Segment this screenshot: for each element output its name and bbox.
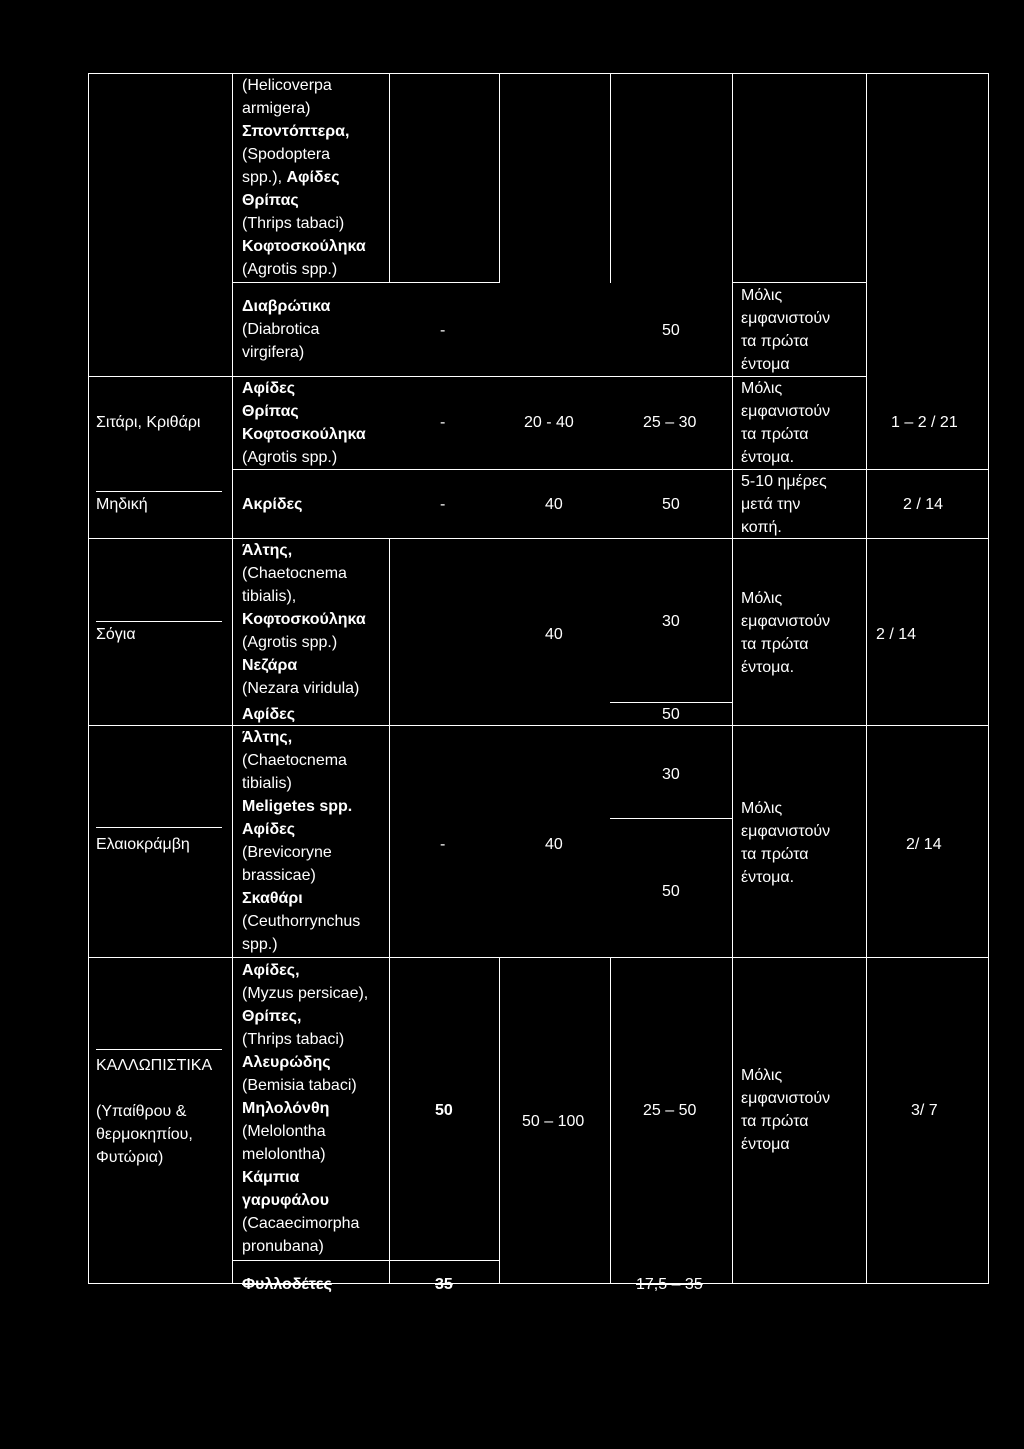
timing-line: έντομα. (741, 869, 795, 886)
cell-value: 25 – 50 (643, 1102, 697, 1119)
timing-line: εμφανιστούν (741, 613, 831, 630)
cell-value: - (440, 836, 446, 853)
pest-line: tibialis) (242, 775, 292, 792)
cell-value: 20 - 40 (524, 414, 574, 431)
pest-line: Κοφτοσκούληκα (242, 238, 366, 255)
timing-line: έντομα (741, 1136, 790, 1153)
pest-line: (Diabrotica (242, 321, 320, 338)
interval-value: 2 / 14 (903, 496, 944, 513)
timing-line: εμφανιστούν (741, 310, 831, 327)
timing-line: Μόλις (741, 287, 783, 304)
cell-value: 50 (662, 322, 680, 339)
rule (499, 73, 500, 283)
rule (232, 282, 499, 283)
rule (732, 725, 733, 958)
pest-line: Διαβρώτικα (242, 298, 331, 315)
pest-list (242, 74, 366, 281)
rule (866, 73, 867, 538)
interval-value: 1 – 2 / 21 (891, 414, 958, 431)
timing-text (741, 284, 830, 376)
pest-line: Αφίδες (242, 821, 296, 838)
cell-value: - (440, 322, 446, 339)
pest-line: Κάμπια (242, 1169, 300, 1186)
timing-text (741, 587, 830, 679)
timing-text (741, 470, 827, 539)
pest-line: (Chaetocnema (242, 752, 347, 769)
pest-line: Ακρίδες (242, 496, 303, 513)
rule (88, 725, 988, 726)
pest-line: (Myzus persicae), (242, 985, 369, 1002)
pest-line: Αφίδες (242, 706, 296, 723)
crop-name: Ελαιοκράμβη (96, 836, 190, 853)
rule (96, 1049, 222, 1050)
pest-line: Meligetes spp. (242, 798, 353, 815)
interval-value: 3/ 7 (911, 1102, 938, 1119)
pest-line: Θρίπες, (242, 1008, 302, 1025)
rule (732, 957, 733, 1284)
interval-value: 2/ 14 (906, 836, 942, 853)
timing-line: έντομα (741, 356, 790, 373)
timing-line: Μόλις (741, 800, 783, 817)
rule (232, 469, 988, 470)
rule (499, 957, 500, 1284)
pest-line: Άλτης, (242, 729, 293, 746)
pest-line: (Helicoverpa (242, 77, 332, 94)
crop-line: ΚΑΛΛΩΠΙΣΤΙΚΑ (96, 1057, 213, 1074)
cell-value: 50 – 100 (522, 1113, 585, 1130)
timing-line: έντομα. (741, 449, 795, 466)
timing-line: τα πρώτα (741, 636, 809, 653)
rule (232, 73, 233, 1284)
pest-line: Φυλλοδέτες (242, 1276, 332, 1293)
pest-line: pronubana) (242, 1238, 324, 1255)
cell-value: 50 (662, 496, 680, 513)
timing-line: εμφανιστούν (741, 403, 831, 420)
rule (88, 73, 89, 1284)
pest-list (242, 959, 368, 1258)
interval-value: 2 / 14 (876, 626, 917, 643)
timing-text (741, 377, 830, 469)
rule (610, 818, 732, 819)
rule (866, 957, 867, 1284)
pest-line: spp.) (242, 936, 278, 953)
cell-value: - (440, 414, 446, 431)
table-bottom-border (88, 1283, 988, 1284)
pest-line: (Agrotis spp.) (242, 634, 338, 651)
rule (610, 957, 611, 1284)
crop-name: Μηδική (96, 496, 148, 513)
cell-value: 40 (545, 626, 563, 643)
pest-line-part: Αφίδες (286, 169, 340, 186)
pest-line: virgifera) (242, 344, 305, 361)
rule (866, 538, 867, 725)
timing-line: τα πρώτα (741, 846, 809, 863)
crop-name (96, 1054, 212, 1169)
pest-line: (Agrotis spp.) (242, 449, 338, 466)
pest-line: melolontha) (242, 1146, 326, 1163)
pest-line: Σποντόπτερα, (242, 123, 350, 140)
rule (96, 491, 222, 492)
timing-line: Μόλις (741, 380, 783, 397)
pest-line: Θρίπας (242, 403, 299, 420)
cell-value: 50 (662, 883, 680, 900)
pest-line (242, 166, 366, 189)
timing-line: εμφανιστούν (741, 823, 831, 840)
pest-line: (Cacaecimorpha (242, 1215, 360, 1232)
cell-value: 40 (545, 496, 563, 513)
cell-value: 50 (435, 1102, 453, 1119)
pest-line: brassicae) (242, 867, 316, 884)
pest-line: Μηλολόνθη (242, 1100, 330, 1117)
pest-line: (Nezara viridula) (242, 680, 360, 697)
pest-line: (Agrotis spp.) (242, 261, 338, 278)
pest-line: (Chaetocnema (242, 565, 347, 582)
crop-line: (Υπαίθρου & (96, 1103, 187, 1120)
pest-line: (Thrips tabaci) (242, 1031, 345, 1048)
rule (389, 538, 390, 958)
cell-value: 30 (662, 766, 680, 783)
cell-value: 25 – 30 (643, 414, 697, 431)
rule (88, 538, 988, 539)
timing-line: μετά την (741, 496, 801, 513)
rule (232, 1260, 499, 1261)
rule (88, 376, 232, 377)
timing-text (741, 797, 830, 889)
pest-line: (Ceuthorrynchus (242, 913, 361, 930)
pest-line: Αφίδες (242, 380, 296, 397)
timing-line: Μόλις (741, 590, 783, 607)
pest-list (242, 377, 366, 469)
timing-line: τα πρώτα (741, 426, 809, 443)
pest-line: Αφίδες, (242, 962, 300, 979)
pest-line: Άλτης, (242, 542, 293, 559)
timing-line: τα πρώτα (741, 333, 809, 350)
pest-line: Κοφτοσκούληκα (242, 611, 366, 628)
pest-line: Νεζάρα (242, 657, 298, 674)
crop-line: θερμοκηπίου, (96, 1126, 193, 1143)
pest-line: (Bemisia tabaci) (242, 1077, 357, 1094)
pest-line: (Thrips tabaci) (242, 215, 345, 232)
rule (732, 73, 733, 725)
rule (389, 957, 390, 1284)
timing-line: τα πρώτα (741, 1113, 809, 1130)
crop-name: Σιτάρι, Κριθάρι (96, 414, 201, 431)
timing-line: Μόλις (741, 1067, 783, 1084)
rule (610, 73, 611, 283)
rule (732, 282, 866, 283)
rule (96, 621, 222, 622)
timing-line: 5-10 ημέρες (741, 473, 827, 490)
timing-line: εμφανιστούν (741, 1090, 831, 1107)
pest-list (242, 726, 360, 956)
rule (389, 73, 390, 283)
crop-name: Σόγια (96, 626, 136, 643)
pest-line: Κοφτοσκούληκα (242, 426, 366, 443)
pest-line: Αλευρώδης (242, 1054, 331, 1071)
cell-value: 40 (545, 836, 563, 853)
rule (988, 73, 989, 1284)
rule (96, 827, 222, 828)
pest-line: Θρίπας (242, 192, 299, 209)
pest-list (242, 295, 330, 364)
cell-value: - (440, 496, 446, 513)
crop-line (96, 1077, 212, 1100)
rule (866, 725, 867, 958)
pest-list (242, 539, 366, 700)
timing-line: κοπή. (741, 519, 782, 536)
table-top-border (88, 73, 988, 74)
pest-line: Σκαθάρι (242, 890, 303, 907)
pest-line: armigera) (242, 100, 311, 117)
cell-value: 30 (662, 613, 680, 630)
pest-line: γαρυφάλου (242, 1192, 330, 1209)
cell-value: 35 (435, 1276, 453, 1293)
pest-line: (Spodoptera (242, 146, 331, 163)
pest-line: tibialis), (242, 588, 297, 605)
crop-line: Φυτώρια) (96, 1149, 164, 1166)
cell-value: 50 (662, 706, 680, 723)
timing-line: έντομα. (741, 659, 795, 676)
rule (88, 957, 988, 958)
pest-line: (Brevicoryne (242, 844, 332, 861)
pest-line: (Melolontha (242, 1123, 326, 1140)
cell-value: 17,5 – 35 (636, 1276, 703, 1293)
timing-text (741, 1064, 830, 1156)
pest-line-part: spp.), (242, 169, 287, 186)
